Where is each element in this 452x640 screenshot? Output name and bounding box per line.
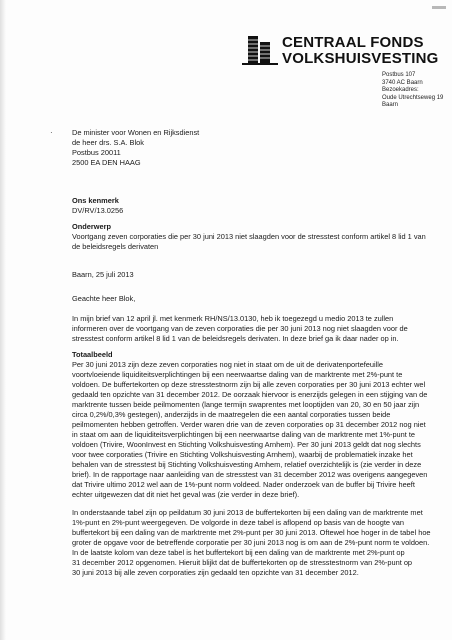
paragraph-line: circa 0,2%/0,3% gestegen), anderzijds in de maatregelen die een aantal corporaties tussen beide	[72, 410, 391, 419]
paragraph-line: peilmomenten hebben getroffen. Verder waren drie van de zeven corporaties op 31 december 2012 nog niet	[72, 420, 426, 429]
paragraph-line: In onderstaande tabel zijn op peildatum 30 juni 2013 de buffertekorten bij een daling van de marktrente met	[72, 508, 423, 517]
building-logo-icon	[240, 32, 280, 66]
paragraph-line: marktrente tussen beide peilmomenten (lange termijn swaprentes met looptijden van 20, 30 en 50 jaar zijn	[72, 400, 420, 409]
sender-address-line: Oude Utrechtseweg 19	[382, 94, 444, 101]
sender-address-line: Baarn	[382, 102, 399, 109]
sender-address-line: 3740 AC Baarn	[382, 79, 423, 86]
paragraph-line: in staat om aan de liquiditeitsverplichtingen bij een neerwaartse daling van de marktrente met 1%-punt te	[72, 430, 416, 439]
paragraph-line: buffertekort bij een daling van de marktrente met 2%-punt per 30 juni 2013. Oftewel hoe hoger in de tabel hoe	[72, 528, 431, 537]
paragraph-line: Per 30 juni 2013 zijn deze zeven corporaties nog niet in staat om de uit de derivatenportefeuille	[72, 360, 384, 369]
sender-address	[382, 72, 443, 110]
logo-line-2: VOLKSHUISVESTING	[282, 50, 439, 67]
recipient-address	[72, 128, 199, 168]
paragraph-line: groter de opgave voor de betreffende corporatie per 30 juni 2013 nog is om aan de 2%-punt norm te voldoen.	[72, 538, 430, 547]
recipient-line: De minister voor Wonen en Rijksdienst	[72, 128, 200, 137]
cfv-logo	[240, 28, 439, 68]
paragraph-line: In de laatste kolom van deze tabel is het buffertekort bij een daling van de marktrente met 2%-punt op	[72, 548, 405, 557]
paragraph-line: stresstest conform artikel 8 lid 1 van de beleidsregels derivaten. In deze brief ga ik daar nader op in.	[72, 334, 399, 343]
paragraph-line: dat Trivire ultimo 2012 wel aan de 1%-punt norm voldeed. Nader onderzoek van de buffer bij Trivire heeft	[72, 480, 415, 489]
paragraph-line: brief). In de rapportage naar aanleiding van de stresstest van 31 december 2012 was overigens aangegeven	[72, 470, 428, 479]
reference-value: DV/RV/13.0256	[72, 206, 124, 215]
recipient-line: 2500 EA DEN HAAG	[72, 158, 141, 167]
paragraph-line: voor twee corporaties (Trivire en Stichting Volkshuisvesting Arnhem), waarbij de problematiek inzake het	[72, 450, 413, 459]
paragraph-line: behalen van de stresstest bij Stichting Volkshuisvesting Arnhem, relatief overzichtelijk is (zie verder in deze	[72, 460, 422, 469]
section-heading: Totaalbeeld	[72, 350, 113, 359]
paragraph-line: 1%-punt en 2%-punt weergegeven. De volgorde in deze tabel is aflopend op basis van de hoogte van	[72, 518, 404, 527]
recipient-line: de heer drs. S.A. Blok	[72, 138, 144, 147]
paragraph-line: gedaald ten opzichte van 31 december 2012. De oorzaak hiervoor is enerzijds gelegen in een stijging van de	[72, 390, 428, 399]
recipient-line: Postbus 20011	[72, 148, 121, 157]
paragraph-line: voldoen. De buffertekorten op deze stresstestnorm zijn bij alle zeven corporaties per 30 juni 2013 echter wel	[72, 380, 426, 389]
subject-block	[72, 222, 426, 252]
scan-edge-shadow	[0, 0, 6, 640]
staple-mark	[432, 6, 446, 9]
intro-paragraph	[72, 314, 422, 344]
paragraph-line: 31 december 2012 opgenomen. Hieruit blijkt dat de buffertekorten op de stresstestnorm van 2%-punt op	[72, 558, 413, 567]
totaalbeeld-section	[72, 350, 428, 500]
reference-label: Ons kenmerk	[72, 196, 119, 205]
closing-paragraph	[72, 508, 431, 578]
paragraph-line: echter uitgewezen dat dit niet het geval was (zie verder in deze brief).	[72, 490, 300, 499]
sender-address-line: Bezoekadres:	[382, 87, 419, 94]
paragraph-line: informeren over de voortgang van de zeven corporaties die per 30 juni 2013 nog niet slaagden voor de	[72, 324, 408, 333]
salutation: Geachte heer Blok,	[72, 294, 136, 303]
logo-line-1: CENTRAAL FONDS	[282, 34, 424, 51]
paragraph-line: In mijn brief van 12 april jl. met kenmerk RH/NS/13.0130, heb ik toegezegd u medio 2013 te zullen	[72, 314, 394, 323]
reference-block	[72, 196, 422, 216]
subject-line: Voortgang zeven corporaties die per 30 juni 2013 niet slaagden voor de stresstest conform artikel 8 lid 1 van	[72, 232, 426, 241]
paragraph-line: 30 juni 2013 bij alle zeven corporaties zijn gedaald ten opzichte van 31 december 2012.	[72, 568, 359, 577]
subject-label: Onderwerp	[72, 222, 112, 231]
paragraph-line: voortvloeiende liquiditeitsverplichtingen bij een neerwaartse daling van de marktrente met 2%-punt te	[72, 370, 403, 379]
subject-line: de beleidsregels derivaten	[72, 242, 159, 251]
margin-tick-mark: ·	[50, 128, 53, 137]
letter-date: Baarn, 25 juli 2013	[72, 270, 134, 279]
paragraph-line: voldoen (Trivire, WoonInvest en Stichting Volkshuisvesting Arnhem). Per 30 juni 2013 geldt dat nog slechts	[72, 440, 421, 449]
sender-address-line: Postbus 107	[382, 72, 416, 78]
